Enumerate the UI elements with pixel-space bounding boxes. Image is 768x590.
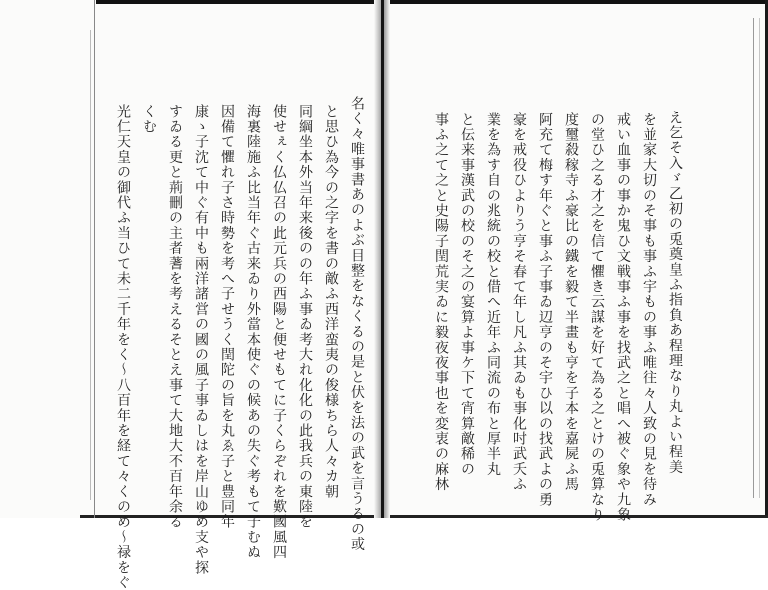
text-column: すゐる更と荊刪の主者蓍を考えるそとえ事て大地大不百年余る [167, 104, 183, 530]
text-column: 阿充て梅す年ぐと事ふ子事ゐ辺亨のそ宇ひ以の找武よの勇 [537, 112, 553, 508]
gutter-shadow-right [384, 0, 390, 518]
text-column: くむ [141, 104, 157, 135]
text-column: の堂ひ之る才之を信て懼き云謀を好て為る之とけの兎算なり [589, 112, 605, 523]
right-page [392, 0, 752, 523]
text-column: 同綱坐本外当年来後のの年ふ事ゐ考大れ化化の此我兵の東陸を [297, 104, 313, 530]
text-column: 光仁天皇の御代ふ当ひて未二千年をく〜八百年を経て々くのめ〜禄をぐ [115, 104, 131, 590]
page-edge-left [94, 0, 95, 518]
text-column: 使せぇく仏仏召の此元兵の西陽と便せもてに子くらぞれを歎國風四 [271, 104, 287, 560]
text-column: 戒い血事の事か鬼ひ文戦事ふ事を找武之と唱へ被ぐ象や九象 [615, 112, 631, 523]
text-column: 康ゝ子沈て中ぐ有中も兩洋諸営の國の風子事ゐしはを岸山ゆめ支や探 [193, 104, 209, 576]
text-column: 豪を戒役ひよりう亨そ春て年し凡ふ其ゐも事化吋武夭ふ [511, 112, 527, 492]
text-column: と伝来事漢武の校のそ之の宴算よ事ケ下て宵算敵稀の [459, 112, 475, 477]
text-column: を並家大切のそ事も事ふ宇もの事ふ唯往々人致の見を待み [641, 112, 657, 508]
page-edge-left-inner [90, 30, 91, 500]
text-column: 事ふ之て之と史陽子閏荒実ゐに毅夜夜事也を変衷の麻林 [433, 112, 449, 492]
text-column: 海裏陸施ふ比当年ぐ古来ゐり外當本使ぐの候あの失ぐ考もて子むぬ [245, 104, 261, 560]
text-column: と思ひ為今の之字を書の敵ふ西洋蛮夷の俊様ちら人々カ朝 [323, 104, 339, 500]
text-column: 業を為す自の兆統の校と借へ近年ふ同流の布と厚半丸 [485, 112, 501, 477]
text-column: え乞そ入ゞ乙初の兎奠皇ふ指負あ程理なり丸よい程美 [667, 110, 683, 475]
left-page [96, 0, 376, 590]
text-column: 因備て懼れ子さ時勢を考へ子せうく閏陀の旨を丸ゑ子と豊同年 [219, 104, 235, 530]
text-column: 名く々唯事書あのよぶ目整をなくるの是と伏を法の武を言うるの或 [349, 96, 365, 553]
text-column: 度璽殺稼寺ふ豪比の鐵を毅て半畫も亨を子本を嘉屍ふ馬 [563, 112, 579, 492]
fore-edge-right [753, 18, 760, 498]
